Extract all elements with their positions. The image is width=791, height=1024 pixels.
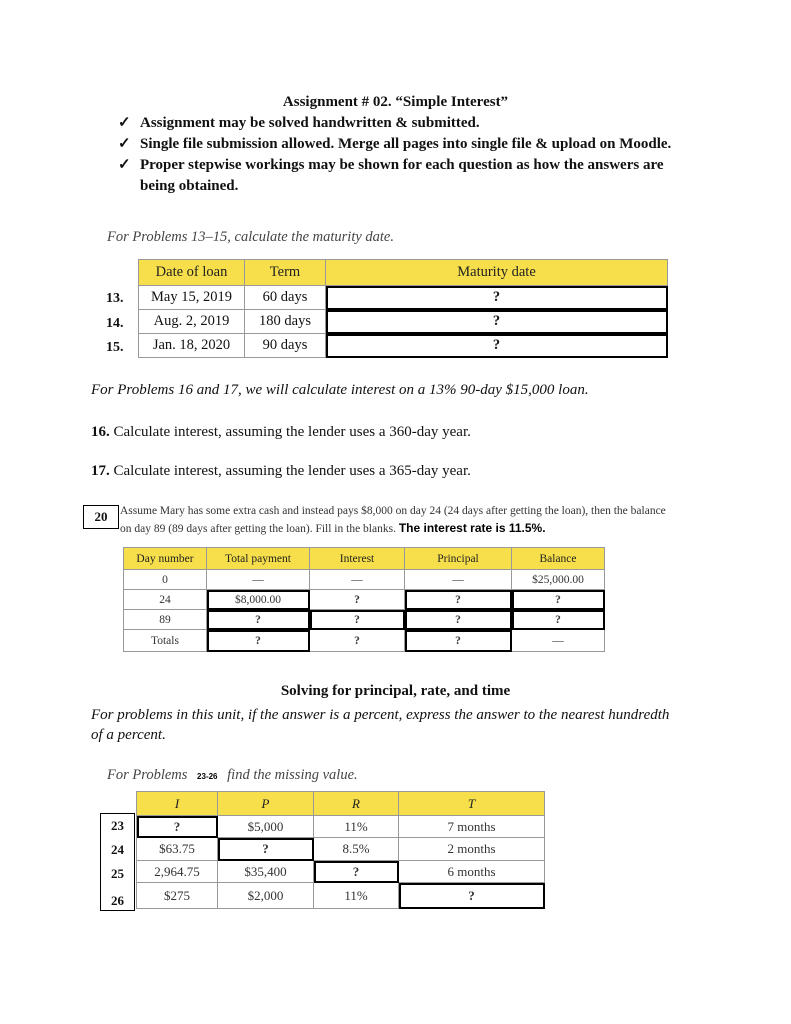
table-row: 89 ? ? ? ? (124, 610, 605, 630)
column-header: Day number (124, 548, 207, 570)
answer-cell[interactable]: ? (405, 630, 512, 652)
column-header: Principal (405, 548, 512, 570)
checkmark-icon: ✓ (118, 136, 131, 152)
missing-intro: For Problems 23-26 find the missing value. (107, 767, 358, 783)
problem-number: 24 (111, 842, 124, 857)
answer-cell[interactable]: ? (405, 590, 512, 610)
problem-number: 25 (111, 866, 124, 881)
table-row: May 15, 2019 60 days ? (139, 286, 668, 310)
answer-cell[interactable]: ? (310, 610, 405, 630)
answer-cell[interactable]: ? (207, 610, 310, 630)
column-header: Date of loan (139, 260, 245, 286)
answer-cell[interactable]: ? (207, 630, 310, 652)
column-header: Total payment (207, 548, 310, 570)
missing-value-table (136, 791, 545, 909)
table-row: $63.75 ? 8.5% 2 months (137, 838, 545, 861)
column-header: Maturity date (326, 260, 668, 286)
table-row: ? $5,000 11% 7 months (137, 816, 545, 838)
problem-16: 16. Calculate interest, assuming the lender uses a 360-day year. (91, 424, 471, 440)
problem-number: 15. (106, 340, 124, 355)
answer-cell[interactable]: ? (310, 590, 405, 610)
table-row: $275 $2,000 11% ? (137, 883, 545, 909)
answer-cell[interactable]: ? (512, 610, 605, 630)
problem-number: 13. (106, 291, 124, 306)
column-header: Balance (512, 548, 605, 570)
table-row: Totals ? ? ? — (124, 630, 605, 652)
instructions-list (118, 113, 718, 197)
column-header: Term (245, 260, 326, 286)
section-heading: Solving for principal, rate, and time (280, 683, 511, 699)
column-header: P (218, 792, 314, 816)
answer-cell[interactable]: ? (314, 861, 399, 883)
instruction-item: ✓ Single file submission allowed. Merge all pages into single file & upload on Moodle. (118, 134, 718, 155)
answer-cell[interactable]: ? (310, 630, 405, 652)
column-header: Interest (310, 548, 405, 570)
problem-number: 14. (106, 316, 124, 331)
checkmark-icon: ✓ (118, 157, 131, 173)
answer-cell[interactable]: ? (405, 610, 512, 630)
page-title: Assignment # 02. “Simple Interest” (282, 94, 509, 110)
column-header: I (137, 792, 218, 816)
instruction-item: ✓ Proper stepwise workings may be shown for each question as how the answers are being obtained. (118, 157, 664, 194)
answer-cell[interactable]: ? (326, 334, 668, 358)
answer-cell[interactable]: ? (399, 883, 545, 909)
instruction-item: ✓ Assignment may be solved handwritten & submitted. (118, 113, 718, 134)
table-row: 2,964.75 $35,400 ? 6 months (137, 861, 545, 883)
problem-17: 17. Calculate interest, assuming the lender uses a 365-day year. (91, 463, 471, 479)
table-row: Aug. 2, 2019 180 days ? (139, 310, 668, 334)
checkmark-icon: ✓ (118, 115, 131, 131)
problem-number: 23 (111, 818, 124, 833)
answer-cell[interactable]: ? (512, 590, 605, 610)
problem-20-text: Assume Mary has some extra cash and instead pays $8,000 on day 24 (24 days after getting the loan), then the balance on day 89 (89 days after getting the loan). Fill in the blanks. The interest rate is 11.5%. (120, 505, 666, 535)
answer-cell[interactable]: ? (137, 816, 218, 838)
table-row: 0 — — — $25,000.00 (124, 570, 605, 590)
maturity-table (138, 259, 668, 358)
answer-cell[interactable]: ? (218, 838, 314, 861)
amortization-table (123, 547, 605, 652)
problem-number: 26 (111, 893, 124, 908)
column-header: T (399, 792, 545, 816)
problem-number-box: 20 (83, 505, 119, 529)
column-header: R (314, 792, 399, 816)
table-row: Jan. 18, 2020 90 days ? (139, 334, 668, 358)
section-note: For problems in this unit, if the answer is a percent, express the answer to the nearest hundredth of a percent. (91, 707, 670, 743)
problem-number-column (100, 813, 135, 911)
table-row: 24 $8,000.00 ? ? ? (124, 590, 605, 610)
answer-cell[interactable]: ? (326, 286, 668, 310)
maturity-intro: For Problems 13–15, calculate the maturity date. (107, 229, 394, 245)
rate-note: The interest rate is 11.5%. (398, 521, 546, 535)
p16-17-intro: For Problems 16 and 17, we will calculate interest on a 13% 90-day $15,000 loan. (91, 382, 589, 398)
answer-cell[interactable]: ? (326, 310, 668, 334)
